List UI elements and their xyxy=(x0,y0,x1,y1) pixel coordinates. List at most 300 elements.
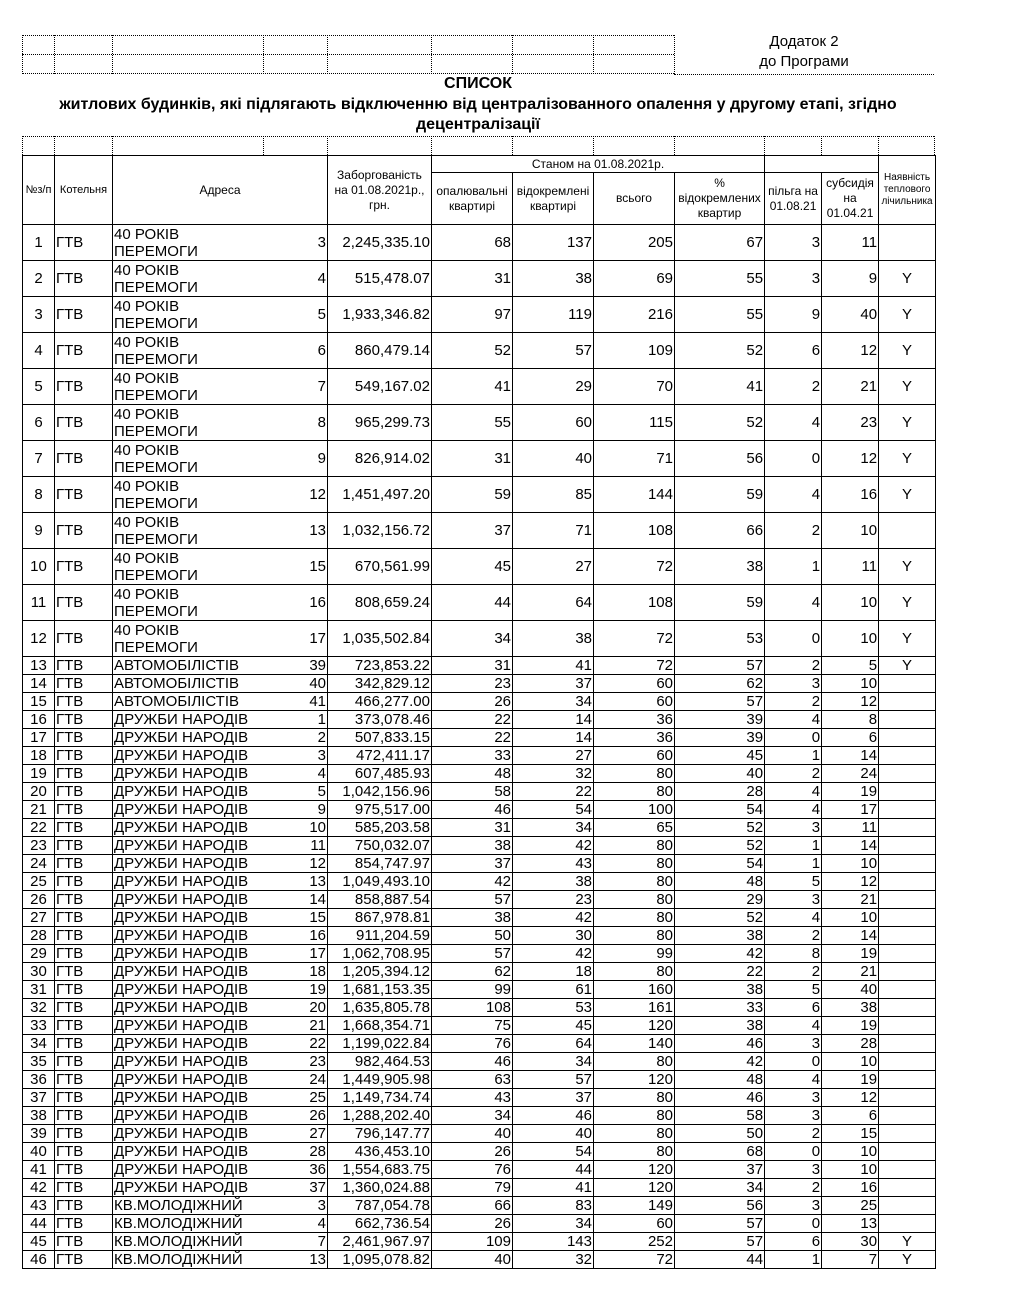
subsidy-cell: 10 xyxy=(822,621,879,657)
subsidy-cell: 5 xyxy=(822,657,879,675)
subsidy-cell: 6 xyxy=(822,1107,879,1125)
subsidy-cell: 19 xyxy=(822,1017,879,1035)
separated-cell: 30 xyxy=(513,927,594,945)
benefit-cell: 1 xyxy=(765,1251,822,1269)
meter-cell: Y xyxy=(879,297,936,333)
table-row xyxy=(23,909,936,927)
subsidy-cell: 16 xyxy=(822,477,879,513)
meter-cell xyxy=(879,819,936,837)
street-cell: 40 РОКІВ ПЕРЕМОГИ xyxy=(113,549,264,585)
table-body xyxy=(23,225,936,1269)
total-cell: 72 xyxy=(594,621,675,657)
row-number: 38 xyxy=(23,1107,55,1125)
meter-cell xyxy=(879,1017,936,1035)
subsidy-cell: 14 xyxy=(822,927,879,945)
percent-cell: 58 xyxy=(675,1107,765,1125)
percent-cell: 57 xyxy=(675,693,765,711)
boiler-cell: ГТВ xyxy=(55,927,113,945)
col-header-separated: відокремлені квартирі xyxy=(513,173,594,225)
row-number: 41 xyxy=(23,1161,55,1179)
subsidy-cell: 10 xyxy=(822,513,879,549)
street-cell: 40 РОКІВ ПЕРЕМОГИ xyxy=(113,333,264,369)
benefit-cell: 0 xyxy=(765,729,822,747)
subsidy-cell: 40 xyxy=(822,981,879,999)
row-number: 5 xyxy=(23,369,55,405)
street-cell: КВ.МОЛОДІЖНИЙ xyxy=(113,1197,264,1215)
percent-cell: 52 xyxy=(675,837,765,855)
house-number-cell: 10 xyxy=(264,819,328,837)
benefit-cell: 2 xyxy=(765,369,822,405)
debt-cell: 1,449,905.98 xyxy=(328,1071,432,1089)
house-number-cell: 2 xyxy=(264,729,328,747)
separated-cell: 38 xyxy=(513,261,594,297)
table-row xyxy=(23,441,936,477)
benefit-cell: 3 xyxy=(765,675,822,693)
house-number-cell: 23 xyxy=(264,1053,328,1071)
boiler-cell: ГТВ xyxy=(55,369,113,405)
benefit-cell: 4 xyxy=(765,405,822,441)
percent-cell: 39 xyxy=(675,711,765,729)
separated-cell: 45 xyxy=(513,1017,594,1035)
heated-cell: 97 xyxy=(432,297,513,333)
street-cell: ДРУЖБИ НАРОДІВ xyxy=(113,1017,264,1035)
house-number-cell: 11 xyxy=(264,837,328,855)
row-number: 19 xyxy=(23,765,55,783)
col-header-num: №з/п xyxy=(23,156,55,225)
total-cell: 60 xyxy=(594,747,675,765)
meter-cell xyxy=(879,1143,936,1161)
meter-cell xyxy=(879,1215,936,1233)
benefit-cell: 4 xyxy=(765,783,822,801)
table-row xyxy=(23,333,936,369)
percent-cell: 57 xyxy=(675,1215,765,1233)
percent-cell: 34 xyxy=(675,1179,765,1197)
boiler-cell: ГТВ xyxy=(55,783,113,801)
house-number-cell: 27 xyxy=(264,1125,328,1143)
benefit-cell: 0 xyxy=(765,441,822,477)
house-number-cell: 17 xyxy=(264,621,328,657)
boiler-cell: ГТВ xyxy=(55,819,113,837)
meter-cell xyxy=(879,747,936,765)
street-cell: ДРУЖБИ НАРОДІВ xyxy=(113,963,264,981)
debt-cell: 1,149,734.74 xyxy=(328,1089,432,1107)
separated-cell: 38 xyxy=(513,873,594,891)
benefit-cell: 3 xyxy=(765,1035,822,1053)
debt-cell: 1,681,153.35 xyxy=(328,981,432,999)
boiler-cell: ГТВ xyxy=(55,873,113,891)
subsidy-cell: 12 xyxy=(822,441,879,477)
benefit-cell: 5 xyxy=(765,981,822,999)
house-number-cell: 39 xyxy=(264,657,328,675)
heated-cell: 46 xyxy=(432,1053,513,1071)
percent-cell: 54 xyxy=(675,801,765,819)
street-cell: ДРУЖБИ НАРОДІВ xyxy=(113,801,264,819)
total-cell: 108 xyxy=(594,585,675,621)
house-number-cell: 8 xyxy=(264,405,328,441)
document-title: СПИСОК xyxy=(444,75,512,92)
separated-cell: 71 xyxy=(513,513,594,549)
percent-cell: 39 xyxy=(675,729,765,747)
benefit-cell: 6 xyxy=(765,1233,822,1251)
row-number: 2 xyxy=(23,261,55,297)
meter-cell xyxy=(879,675,936,693)
benefit-cell: 2 xyxy=(765,765,822,783)
boiler-cell: ГТВ xyxy=(55,333,113,369)
row-number: 24 xyxy=(23,855,55,873)
boiler-cell: ГТВ xyxy=(55,999,113,1017)
boiler-cell: ГТВ xyxy=(55,549,113,585)
col-header-meter: Наявність теплового лічильника xyxy=(879,156,936,225)
separated-cell: 40 xyxy=(513,441,594,477)
heated-cell: 52 xyxy=(432,333,513,369)
total-cell: 80 xyxy=(594,1107,675,1125)
street-cell: ДРУЖБИ НАРОДІВ xyxy=(113,783,264,801)
row-number: 16 xyxy=(23,711,55,729)
total-cell: 144 xyxy=(594,477,675,513)
benefit-cell: 9 xyxy=(765,297,822,333)
heated-cell: 22 xyxy=(432,729,513,747)
street-cell: 40 РОКІВ ПЕРЕМОГИ xyxy=(113,405,264,441)
col-header-benefit: пільга на 01.08.21 xyxy=(765,173,822,225)
percent-cell: 52 xyxy=(675,405,765,441)
boiler-cell: ГТВ xyxy=(55,693,113,711)
percent-cell: 53 xyxy=(675,621,765,657)
table-row xyxy=(23,747,936,765)
subsidy-cell: 10 xyxy=(822,909,879,927)
row-number: 21 xyxy=(23,801,55,819)
row-number: 46 xyxy=(23,1251,55,1269)
row-number: 42 xyxy=(23,1179,55,1197)
boiler-cell: ГТВ xyxy=(55,765,113,783)
house-number-cell: 14 xyxy=(264,891,328,909)
debt-cell: 975,517.00 xyxy=(328,801,432,819)
table-row xyxy=(23,819,936,837)
house-number-cell: 4 xyxy=(264,765,328,783)
boiler-cell: ГТВ xyxy=(55,1251,113,1269)
total-cell: 80 xyxy=(594,855,675,873)
heated-cell: 59 xyxy=(432,477,513,513)
debt-cell: 1,205,394.12 xyxy=(328,963,432,981)
street-cell: 40 РОКІВ ПЕРЕМОГИ xyxy=(113,585,264,621)
total-cell: 216 xyxy=(594,297,675,333)
benefit-cell: 4 xyxy=(765,1017,822,1035)
debt-cell: 1,668,354.71 xyxy=(328,1017,432,1035)
boiler-cell: ГТВ xyxy=(55,837,113,855)
house-number-cell: 9 xyxy=(264,801,328,819)
appendix-line2: до Програми xyxy=(759,53,849,70)
table-row xyxy=(23,963,936,981)
separated-cell: 34 xyxy=(513,1053,594,1071)
percent-cell: 42 xyxy=(675,945,765,963)
percent-cell: 42 xyxy=(675,1053,765,1071)
table-row xyxy=(23,873,936,891)
heated-cell: 48 xyxy=(432,765,513,783)
house-number-cell: 15 xyxy=(264,909,328,927)
meter-cell: Y xyxy=(879,1233,936,1251)
boiler-cell: ГТВ xyxy=(55,801,113,819)
row-number: 35 xyxy=(23,1053,55,1071)
house-number-cell: 13 xyxy=(264,513,328,549)
benefit-cell: 3 xyxy=(765,1197,822,1215)
table-row xyxy=(23,1161,936,1179)
meter-cell xyxy=(879,1071,936,1089)
subsidy-cell: 10 xyxy=(822,1143,879,1161)
street-cell: 40 РОКІВ ПЕРЕМОГИ xyxy=(113,297,264,333)
heated-cell: 79 xyxy=(432,1179,513,1197)
table-row xyxy=(23,945,936,963)
table-row xyxy=(23,711,936,729)
subsidy-cell: 10 xyxy=(822,585,879,621)
percent-cell: 41 xyxy=(675,369,765,405)
benefit-cell: 4 xyxy=(765,909,822,927)
separated-cell: 41 xyxy=(513,1179,594,1197)
house-number-cell: 3 xyxy=(264,1197,328,1215)
subsidy-cell: 12 xyxy=(822,873,879,891)
boiler-cell: ГТВ xyxy=(55,621,113,657)
percent-cell: 50 xyxy=(675,1125,765,1143)
document-subtitle: житлових будинків, які підлягають відключенню від централізованного опалення у другому етапі, згідно xyxy=(59,96,897,113)
percent-cell: 38 xyxy=(675,981,765,999)
total-cell: 120 xyxy=(594,1017,675,1035)
street-cell: 40 РОКІВ ПЕРЕМОГИ xyxy=(113,225,264,261)
row-number: 6 xyxy=(23,405,55,441)
house-number-cell: 16 xyxy=(264,927,328,945)
heated-cell: 26 xyxy=(432,1143,513,1161)
benefit-cell: 3 xyxy=(765,261,822,297)
separated-cell: 143 xyxy=(513,1233,594,1251)
meter-cell: Y xyxy=(879,477,936,513)
street-cell: КВ.МОЛОДІЖНИЙ xyxy=(113,1233,264,1251)
meter-cell xyxy=(879,1179,936,1197)
total-cell: 80 xyxy=(594,1125,675,1143)
benefit-cell: 2 xyxy=(765,693,822,711)
heated-cell: 31 xyxy=(432,261,513,297)
subsidy-cell: 9 xyxy=(822,261,879,297)
heated-cell: 45 xyxy=(432,549,513,585)
house-number-cell: 25 xyxy=(264,1089,328,1107)
house-number-cell: 36 xyxy=(264,1161,328,1179)
heated-cell: 76 xyxy=(432,1035,513,1053)
street-cell: ДРУЖБИ НАРОДІВ xyxy=(113,1089,264,1107)
street-cell: 40 РОКІВ ПЕРЕМОГИ xyxy=(113,477,264,513)
debt-cell: 854,747.97 xyxy=(328,855,432,873)
percent-cell: 56 xyxy=(675,441,765,477)
col-header-address: Адреса xyxy=(113,156,328,225)
total-cell: 100 xyxy=(594,801,675,819)
meter-cell xyxy=(879,999,936,1017)
benefit-cell: 3 xyxy=(765,1107,822,1125)
separated-cell: 119 xyxy=(513,297,594,333)
house-number-cell: 3 xyxy=(264,225,328,261)
table-row xyxy=(23,585,936,621)
benefit-cell: 1 xyxy=(765,747,822,765)
house-number-cell: 5 xyxy=(264,783,328,801)
table-row xyxy=(23,477,936,513)
subsidy-cell: 19 xyxy=(822,1071,879,1089)
col-header-total: всього xyxy=(594,173,675,225)
percent-cell: 46 xyxy=(675,1035,765,1053)
row-number: 17 xyxy=(23,729,55,747)
street-cell: ДРУЖБИ НАРОДІВ xyxy=(113,981,264,999)
meter-cell xyxy=(879,765,936,783)
total-cell: 80 xyxy=(594,837,675,855)
separated-cell: 27 xyxy=(513,747,594,765)
street-cell: ДРУЖБИ НАРОДІВ xyxy=(113,927,264,945)
boiler-cell: ГТВ xyxy=(55,729,113,747)
percent-cell: 57 xyxy=(675,1233,765,1251)
debt-cell: 1,288,202.40 xyxy=(328,1107,432,1125)
house-number-cell: 7 xyxy=(264,1233,328,1251)
col-header-blank xyxy=(765,156,879,173)
house-number-cell: 9 xyxy=(264,441,328,477)
percent-cell: 62 xyxy=(675,675,765,693)
separated-cell: 54 xyxy=(513,801,594,819)
heated-cell: 44 xyxy=(432,585,513,621)
row-number: 23 xyxy=(23,837,55,855)
street-cell: ДРУЖБИ НАРОДІВ xyxy=(113,1071,264,1089)
percent-cell: 55 xyxy=(675,261,765,297)
table-row xyxy=(23,297,936,333)
street-cell: ДРУЖБИ НАРОДІВ xyxy=(113,729,264,747)
street-cell: ДРУЖБИ НАРОДІВ xyxy=(113,909,264,927)
col-header-status-group: Станом на 01.08.2021р. xyxy=(432,156,765,173)
separated-cell: 40 xyxy=(513,1125,594,1143)
boiler-cell: ГТВ xyxy=(55,225,113,261)
debt-cell: 826,914.02 xyxy=(328,441,432,477)
total-cell: 120 xyxy=(594,1161,675,1179)
separated-cell: 38 xyxy=(513,621,594,657)
debt-cell: 507,833.15 xyxy=(328,729,432,747)
meter-cell: Y xyxy=(879,621,936,657)
debt-cell: 750,032.07 xyxy=(328,837,432,855)
subsidy-cell: 14 xyxy=(822,837,879,855)
percent-cell: 67 xyxy=(675,225,765,261)
heated-cell: 58 xyxy=(432,783,513,801)
heated-cell: 40 xyxy=(432,1125,513,1143)
heated-cell: 68 xyxy=(432,225,513,261)
percent-cell: 46 xyxy=(675,1089,765,1107)
subsidy-cell: 19 xyxy=(822,783,879,801)
street-cell: ДРУЖБИ НАРОДІВ xyxy=(113,837,264,855)
row-number: 43 xyxy=(23,1197,55,1215)
street-cell: АВТОМОБІЛІСТІВ xyxy=(113,693,264,711)
separated-cell: 37 xyxy=(513,1089,594,1107)
meter-cell xyxy=(879,891,936,909)
percent-cell: 45 xyxy=(675,747,765,765)
street-cell: ДРУЖБИ НАРОДІВ xyxy=(113,711,264,729)
benefit-cell: 2 xyxy=(765,657,822,675)
total-cell: 108 xyxy=(594,513,675,549)
boiler-cell: ГТВ xyxy=(55,1197,113,1215)
debt-cell: 858,887.54 xyxy=(328,891,432,909)
subsidy-cell: 6 xyxy=(822,729,879,747)
heated-cell: 76 xyxy=(432,1161,513,1179)
benefit-cell: 1 xyxy=(765,855,822,873)
street-cell: 40 РОКІВ ПЕРЕМОГИ xyxy=(113,513,264,549)
percent-cell: 68 xyxy=(675,1143,765,1161)
heated-cell: 31 xyxy=(432,819,513,837)
table-row xyxy=(23,729,936,747)
top-grid xyxy=(22,35,674,74)
total-cell: 149 xyxy=(594,1197,675,1215)
boiler-cell: ГТВ xyxy=(55,675,113,693)
row-number: 13 xyxy=(23,657,55,675)
boiler-cell: ГТВ xyxy=(55,945,113,963)
total-cell: 140 xyxy=(594,1035,675,1053)
table-row xyxy=(23,693,936,711)
row-number: 40 xyxy=(23,1143,55,1161)
meter-cell xyxy=(879,1053,936,1071)
benefit-cell: 3 xyxy=(765,819,822,837)
col-header-boiler: Котельня xyxy=(55,156,113,225)
benefit-cell: 4 xyxy=(765,585,822,621)
benefit-cell: 4 xyxy=(765,477,822,513)
row-number: 12 xyxy=(23,621,55,657)
subsidy-cell: 10 xyxy=(822,1053,879,1071)
benefit-cell: 3 xyxy=(765,1089,822,1107)
street-cell: ДРУЖБИ НАРОДІВ xyxy=(113,765,264,783)
heated-cell: 62 xyxy=(432,963,513,981)
debt-cell: 911,204.59 xyxy=(328,927,432,945)
table-row xyxy=(23,225,936,261)
benefit-cell: 2 xyxy=(765,963,822,981)
table-row xyxy=(23,981,936,999)
separated-cell: 83 xyxy=(513,1197,594,1215)
meter-cell xyxy=(879,513,936,549)
boiler-cell: ГТВ xyxy=(55,297,113,333)
house-number-cell: 4 xyxy=(264,261,328,297)
debt-cell: 373,078.46 xyxy=(328,711,432,729)
percent-cell: 66 xyxy=(675,513,765,549)
heated-cell: 22 xyxy=(432,711,513,729)
total-cell: 161 xyxy=(594,999,675,1017)
boiler-cell: ГТВ xyxy=(55,1017,113,1035)
total-cell: 71 xyxy=(594,441,675,477)
row-number: 36 xyxy=(23,1071,55,1089)
debt-cell: 1,035,502.84 xyxy=(328,621,432,657)
debt-cell: 662,736.54 xyxy=(328,1215,432,1233)
benefit-cell: 3 xyxy=(765,225,822,261)
separated-cell: 64 xyxy=(513,585,594,621)
boiler-cell: ГТВ xyxy=(55,711,113,729)
heated-cell: 34 xyxy=(432,621,513,657)
benefit-cell: 1 xyxy=(765,549,822,585)
meter-cell xyxy=(879,909,936,927)
total-cell: 69 xyxy=(594,261,675,297)
row-number: 34 xyxy=(23,1035,55,1053)
total-cell: 72 xyxy=(594,549,675,585)
total-cell: 80 xyxy=(594,909,675,927)
separated-cell: 32 xyxy=(513,765,594,783)
separated-cell: 57 xyxy=(513,1071,594,1089)
heated-cell: 46 xyxy=(432,801,513,819)
row-number: 22 xyxy=(23,819,55,837)
meter-cell xyxy=(879,945,936,963)
subsidy-cell: 15 xyxy=(822,1125,879,1143)
row-number: 44 xyxy=(23,1215,55,1233)
subsidy-cell: 11 xyxy=(822,819,879,837)
table-row xyxy=(23,405,936,441)
debt-cell: 2,461,967.97 xyxy=(328,1233,432,1251)
house-number-cell: 17 xyxy=(264,945,328,963)
table-row xyxy=(23,1071,936,1089)
total-cell: 160 xyxy=(594,981,675,999)
total-cell: 80 xyxy=(594,1053,675,1071)
boiler-cell: ГТВ xyxy=(55,1107,113,1125)
debt-cell: 670,561.99 xyxy=(328,549,432,585)
boiler-cell: ГТВ xyxy=(55,747,113,765)
total-cell: 115 xyxy=(594,405,675,441)
